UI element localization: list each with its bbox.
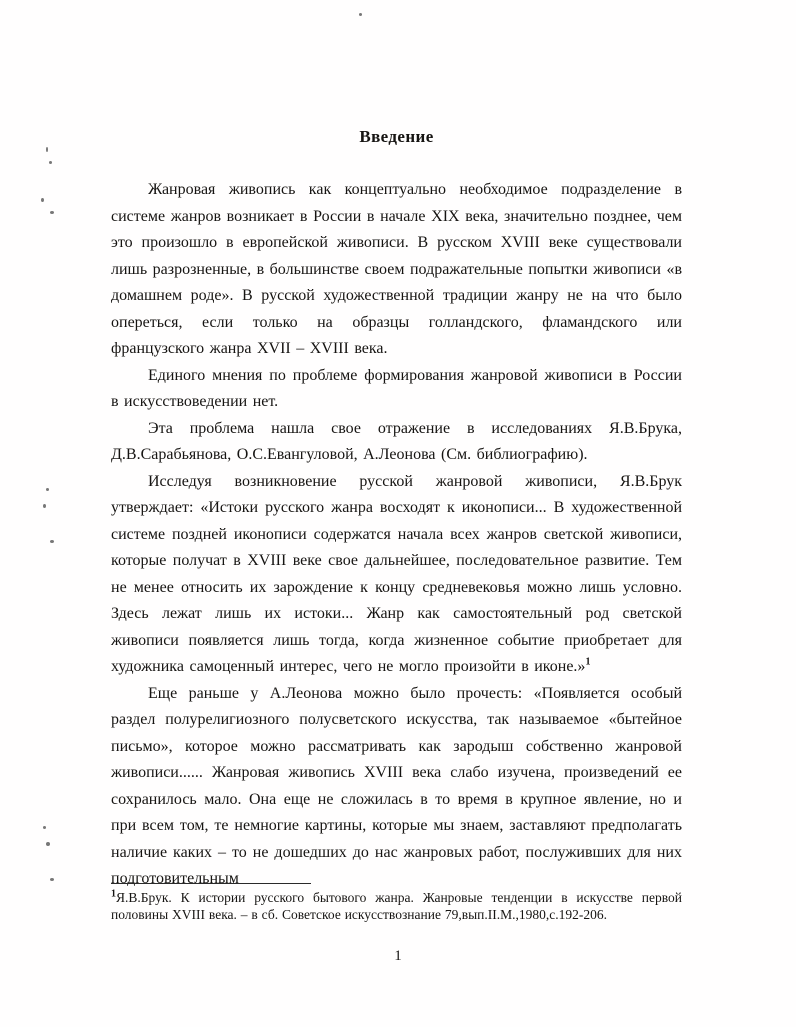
paragraph-4-text: Исследуя возникновение русской жанровой живописи, Я.В.Брук утверждает: «Истоки русского жанра восходят к иконописи... В художественной системе поздней иконописи содержатся начала всех жанров светской живописи, которые получат в XVIII веке свое дальнейшее, последовательное развитие. Тем не менее относить их зарождение к концу средневековья можно лишь условно. Здесь лежат лишь их истоки... Жанр как самостоятельный род светской живописи появляется лишь тогда, когда жизненное событие приобретает для художника самоценный интерес, чего не могло произойти в иконе.»	[111, 472, 682, 675]
page-title: Введение	[359, 127, 434, 146]
scan-artifact	[49, 161, 52, 164]
footnote-separator	[111, 883, 311, 884]
scan-artifact	[50, 540, 54, 543]
scan-artifact	[43, 504, 46, 508]
page-number: 1	[394, 948, 402, 964]
paragraph-2: Единого мнения по проблеме формирования жанровой живописи в России в искусствоведении нет.	[111, 366, 682, 410]
footnote-area	[111, 883, 682, 923]
scan-artifact	[46, 147, 48, 152]
footnote-marker: 1	[111, 888, 116, 900]
footnote	[111, 890, 682, 923]
scan-artifact	[41, 198, 44, 202]
text-block	[111, 0, 682, 893]
footnote-reference: 1	[585, 656, 591, 668]
paragraph-4	[111, 469, 682, 681]
scan-artifact	[50, 211, 54, 214]
paragraph-1: Жанровая живопись как концептуально необходимое подразделение в системе жанров возникает в России в начале XIX века, значительно позднее, чем это произошло в европейской живописи. В русском XVIII веке существовали лишь разрозненные, в большинстве своем подражательные попытки живописи «в домашнем роде». В русской художественной традиции жанру не на что было опереться, если только на образцы голландского, фламандского или французского жанра XVII – XVIII века.	[111, 181, 682, 357]
paragraph-3: Эта проблема нашла свое отражение в исследованиях Я.В.Брука, Д.В.Сарабьянова, О.С.Евангуловой, А.Леонова (См. библиографию).	[111, 419, 682, 463]
scan-artifact	[50, 878, 54, 881]
scan-artifact	[46, 488, 49, 491]
paragraph-5: Еще раньше у А.Леонова можно было прочесть: «Появляется особый раздел полурелигиозного полусветского искусства, так называемое «бытейное письмо», которое можно рассматривать как зародыш собственно жанровой живописи...... Жанровая живопись XVIII века слабо изучена, произведений ее сохранилось мало. Она еще не сложилась в то время в крупное явление, но и при всем том, те немногие картины, которые мы знаем, заставляют предполагать наличие каких – то не дошедших до нас жанровых работ, послуживших для них подготовительным	[111, 684, 682, 887]
footnote-text: Я.В.Брук. К истории русского бытового жанра. Жанровые тенденции в искусстве первой половины XVIII века. – в сб. Советское искусствознание 79,вып.II.М.,1980,с.192-206.	[111, 890, 682, 922]
scan-artifact	[43, 826, 46, 829]
scan-artifact	[46, 842, 50, 846]
